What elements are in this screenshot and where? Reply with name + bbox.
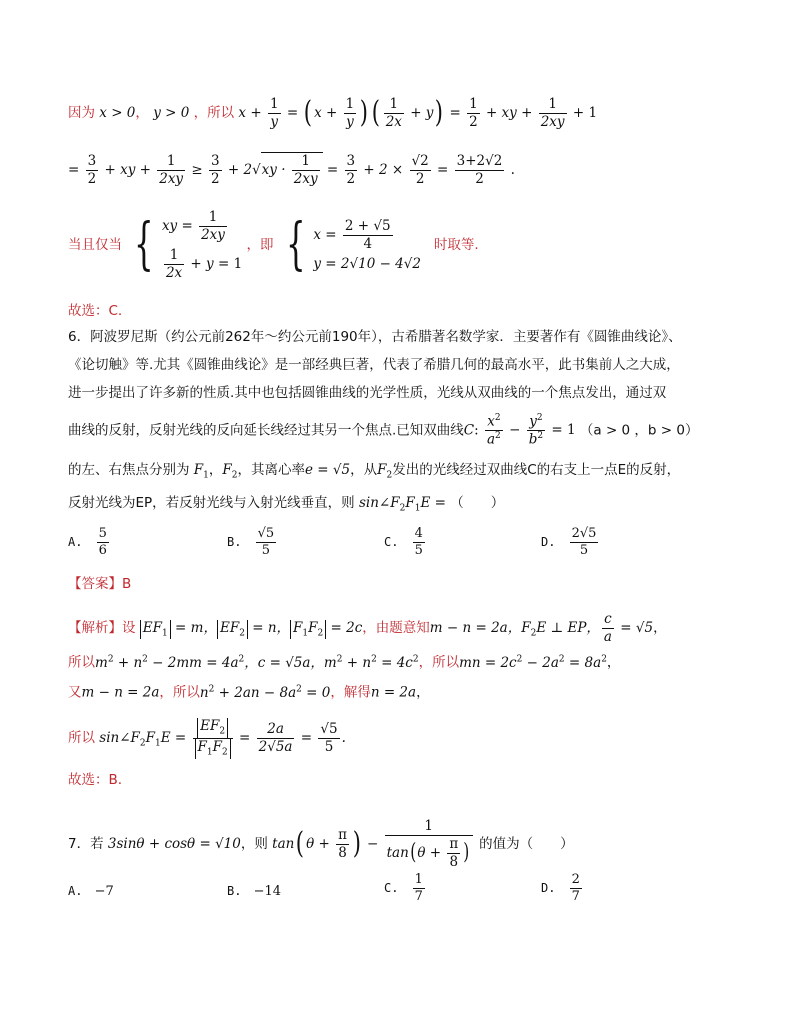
sol5-expr2: = $\frac{3}{2}$ + xy + $\frac{1}{2xy}$ ≥ $\frac{3}{2}$ + 2√xy · $\frac{1}{2xy}$ = $\frac{3}{2}$ + 2 × $\frac{√2}{2}$ = $\frac{3+2√2}{2}$: [68, 153, 503, 187]
sol5-system2: x = $\frac{2 + √5}{4}$ y = 2√10 − 4√2: [313, 218, 421, 273]
q6-analysis-tag: 【解析】: [68, 619, 122, 636]
q6-option-a[interactable]: A. $\frac{5}{6}$: [68, 526, 107, 559]
sol5-equality: 时取等.: [433, 236, 479, 253]
q6-stem-line1: 6．阿波罗尼斯（约公元前262年～约公元前190年），古希腊著名数学家．主要著作有《圆锥曲线论》、: [68, 329, 682, 345]
sol5-expr1: x + $\frac{1}{y}$ = ( x + $\frac{1}{y}$ ) ( $\frac{1}{2x}$ + y) = $\frac{1}{2}$ + xy + $\frac{1}{2xy}$ + 1: [238, 95, 598, 131]
sol5-line2: [68, 152, 515, 188]
sol5-period: .: [510, 161, 515, 178]
q6-option-b[interactable]: B. $\frac{√5}{5}$: [227, 526, 275, 559]
q6-option-d[interactable]: D. $\frac{2√5}{5}$: [541, 526, 597, 559]
q6-final-answer: 故选：B.: [68, 772, 123, 788]
q6-stem-line6: 反射光线为EP，若反射光线与入射光线垂直，则 $\sin\angle F_2F_1E$ = （ ）: [68, 495, 505, 514]
sol5-iff: 当且仅当: [68, 236, 122, 253]
q7-option-d[interactable]: D. $\frac{2}{7}$: [541, 872, 580, 905]
sol5-namely: ，即: [246, 236, 274, 253]
sol5-line3: 当且仅当 { xy = $\frac{1}{2xy}$ $\frac{1}{2x}$ + y = 1 ，即 { x = $\frac{2 + √5}{4}$ y = 2√10 − 4√2 时取等.: [68, 206, 479, 285]
sol5-because: 因为: [68, 104, 95, 121]
q6-analysis-line2: 所以$m^2 + n^2 - 2mm = 4a^2$，c = √5a，$m^2 + n^2 = 4c^2$，所以mn = $2c^2 - 2a^2 = 8a^2$，: [68, 654, 621, 671]
sol5-so: ，所以: [193, 104, 235, 121]
sol5-cond-x: x > 0: [99, 104, 136, 121]
q7-option-c[interactable]: C. $\frac{1}{7}$: [384, 872, 423, 905]
q7-option-b[interactable]: B. −14: [227, 884, 282, 899]
q6-answer-tag: 【答案】B: [68, 576, 132, 592]
q6-stem-line5: 的左、右焦点分别为 $F_1$，$F_2$，其离心率e = √5，从$F_2$发出的光线经过双曲线C的右支上一点E的反射，: [68, 462, 681, 481]
q6-analysis-line1: 【解析】设 $EF_1 = m$， $EF_2 = n$， $F_1F_2 = 2c$，由题意知m − n = 2a，$F_2E$ ⊥ EP， $\frac{c}{a}$ = √5，: [68, 611, 667, 645]
q7-option-a[interactable]: A. −7: [68, 884, 114, 899]
q6-stem-line2: 《论切触》等.尤其《圆锥曲线论》是一部经典巨著，代表了希腊几何的最高水平，此书集前人之大成，: [68, 357, 680, 373]
sol5-line1: 因为 x > 0， y > 0 ，所以 x + $\frac{1}{y}$ = ( x + $\frac{1}{y}$ ) ( $\frac{1}{2x}$ + y) = $\frac{1}{2}$ + xy + $\frac{1}{2xy}$ + 1: [68, 95, 598, 131]
q7-stem: 7．若 3sinθ + cosθ = √10，则 tan( θ + $\frac{\pi}{8}$ ) − 1 tan(θ + $\frac{\pi}{8}$ ) 的值为（ ）: [68, 818, 574, 870]
sol5-cond-y: y > 0: [153, 104, 190, 121]
q7-expression: tan( θ + $\frac{\pi}{8}$ ) − 1 tan(θ + $\frac{\pi}{8}$ ): [272, 836, 479, 852]
q6-analysis-line3: 又m − n = 2a，所以$n^2 + 2an - 8a^2 = 0$，解得n = 2a，: [68, 684, 430, 701]
q6-stem-line4: 曲线的反射，反射光线的反向延长线经过其另一个焦点.已知双曲线C: $\frac{x^2}{a^2}$ − $\frac{y^2}{b^2}$ = 1 （a > 0 ，b > 0）: [68, 413, 699, 448]
q6-hyperbola-eq: $\frac{x^2}{a^2}$ − $\frac{y^2}{b^2}$ = 1: [486, 413, 576, 448]
q6-option-c[interactable]: C. $\frac{4}{5}$: [384, 526, 423, 559]
q6-analysis-line4: 所以 $\sin\angle F_2F_1E$ = $\frac{EF_2}{F_1F_2}$ = $\frac{2a}{2√5a}$ = $\frac{√5}{5}$ .: [68, 718, 346, 758]
q6-stem-line3: 进一步提出了许多新的性质.其中也包括圆锥曲线的光学性质，光线从双曲线的一个焦点发出，通过双: [68, 385, 667, 401]
sol5-system1: xy = $\frac{1}{2xy}$ $\frac{1}{2x}$ + y = 1: [161, 209, 243, 281]
sol5-answer: 故选：C.: [68, 303, 123, 319]
